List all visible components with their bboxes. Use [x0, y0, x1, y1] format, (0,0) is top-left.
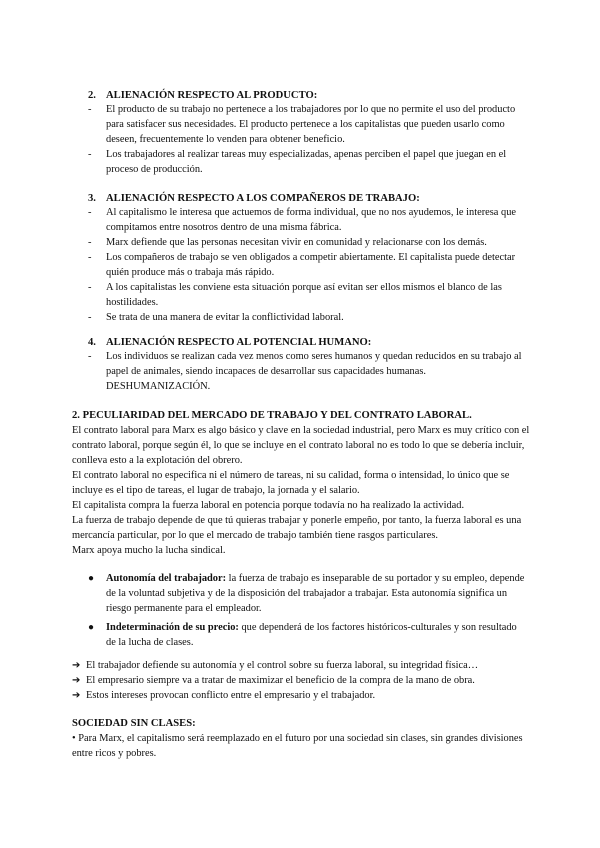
paragraphs-peculiaridad — [72, 423, 532, 558]
list-item: - Se trata de una manera de evitar la conflictividad laboral. — [88, 312, 344, 323]
dash-list-potencial — [88, 349, 528, 394]
list-item: - A los capitalistas les conviene esta situación porque así evitan ser ellos mismos el blanco de las hostilidades. — [88, 282, 502, 308]
arrow-list-conflicto — [72, 658, 532, 703]
list-item: ➔ El empresario siempre va a tratar de maximizar el beneficio de la compra de la mano de obra. — [72, 675, 475, 686]
section-title: ALIENACIÓN RESPECTO A LOS COMPAÑEROS DE TRABAJO: — [106, 193, 420, 204]
section-number: 2. — [88, 90, 96, 101]
dash-list-companeros — [88, 205, 528, 325]
paragraph: El contrato laboral no especifica ni el número de tareas, ni su calidad, forma o intensidad, lo único que se incluye es el tipo de tareas, el lugar de trabajo, la jornada y el salario. — [72, 470, 510, 496]
section-heading-alienacion-companeros — [88, 191, 540, 206]
paragraph-sociedad — [72, 731, 532, 761]
paragraph: El contrato laboral para Marx es algo básico y clave en la sociedad industrial, pero Marx es muy crítico con el contrato laboral, porque según él, lo que se incluye en el contrato laboral no es todo lo que se debería incluir, conlleva esto a la explotación del obrero. — [72, 425, 530, 466]
list-item: - Marx defiende que las personas necesitan vivir en comunidad y relacionarse con los demás. — [88, 237, 487, 248]
dash-marker: - — [88, 237, 92, 248]
dash-marker: - — [88, 312, 92, 323]
dash-marker: - — [88, 149, 92, 160]
bullet-term: Indeterminación de su precio: — [106, 622, 239, 633]
dash-marker: - — [88, 351, 92, 362]
arrow-icon: ➔ — [72, 660, 81, 671]
dash-list-producto — [88, 102, 528, 177]
section-title: ALIENACIÓN RESPECTO AL POTENCIAL HUMANO: — [106, 337, 372, 348]
heading-peculiaridad: 2. PECULIARIDAD DEL MERCADO DE TRABAJO Y DEL CONTRATO LABORAL. — [72, 410, 472, 421]
arrow-icon: ➔ — [72, 690, 81, 701]
paragraph: El capitalista compra la fuerza laboral en potencia porque todavía no ha realizado la actividad. — [72, 500, 465, 511]
section-number: 4. — [88, 337, 96, 348]
bullet-list-rasgos — [88, 571, 528, 654]
bullet-term: Autonomía del trabajador: — [106, 573, 227, 584]
list-item: ● Indeterminación de su precio: que dependerá de los factores históricos-culturales y son resultado de la lucha de clases. — [88, 622, 517, 648]
bullet-icon: ● — [88, 573, 95, 584]
arrow-icon: ➔ — [72, 675, 81, 686]
section-number: 3. — [88, 193, 96, 204]
section-title: ALIENACIÓN RESPECTO AL PRODUCTO: — [106, 90, 318, 101]
bullet-icon: ● — [88, 622, 95, 633]
list-item: - El producto de su trabajo no pertenece a los trabajadores por lo que no permite el uso del producto para satisfacer sus necesidades. El producto pertenece a los capitalistas que pueden usarlo como deseen, frecuentemente lo venden para obtener beneficio. — [88, 104, 516, 145]
list-item: - Los individuos se realizan cada vez menos como seres humanos y quedan reducidos en su trabajo al papel de animales, siendo incapaces de desarrollar sus capacidades humanas. DESHUMANIZACIÓN. — [88, 351, 522, 392]
dash-marker: - — [88, 252, 92, 263]
dash-marker: - — [88, 104, 92, 115]
list-item: - Al capitalismo le interesa que actuemos de forma individual, que no nos ayudemos, le interesa que compitamos entre nosotros dentro de una misma fábrica. — [88, 207, 517, 233]
list-item: - Los compañeros de trabajo se ven obligados a competir abiertamente. El capitalista puede detectar quién produce más o trabaja más rápido. — [88, 252, 516, 278]
section-heading-alienacion-potencial — [88, 335, 540, 350]
list-item: ➔ Estos intereses provocan conflicto entre el empresario y el trabajador. — [72, 690, 376, 701]
list-item: ➔ El trabajador defiende su autonomía y el control sobre su fuerza laboral, su integridad física… — [72, 660, 479, 671]
heading-sociedad-sin-clases: SOCIEDAD SIN CLASES: — [72, 718, 196, 729]
dash-marker: - — [88, 282, 92, 293]
list-item: ● Autonomía del trabajador: la fuerza de trabajo es inseparable de su portador y su empleo, depende de la voluntad subjetiva y de la disposición del trabajador a trabajar. Esta autonomía significa un riesgo permanente para el empleador. — [88, 573, 525, 614]
section-heading-alienacion-producto — [88, 88, 540, 103]
paragraph: • Para Marx, el capitalismo será reemplazado en el futuro por una sociedad sin clases, sin grandes divisiones entre ricos y pobres. — [72, 733, 523, 759]
list-item: - Los trabajadores al realizar tareas muy especializadas, apenas perciben el papel que juegan en el proceso de producción. — [88, 149, 507, 175]
paragraph: Marx apoya mucho la lucha sindical. — [72, 545, 226, 556]
dash-marker: - — [88, 207, 92, 218]
paragraph: La fuerza de trabajo depende de que tú quieras trabajar y ponerle empeño, por tanto, la fuerza laboral es una mercancía particular, por lo que el mercado de trabajo también tiene rasgos particulares. — [72, 515, 522, 541]
